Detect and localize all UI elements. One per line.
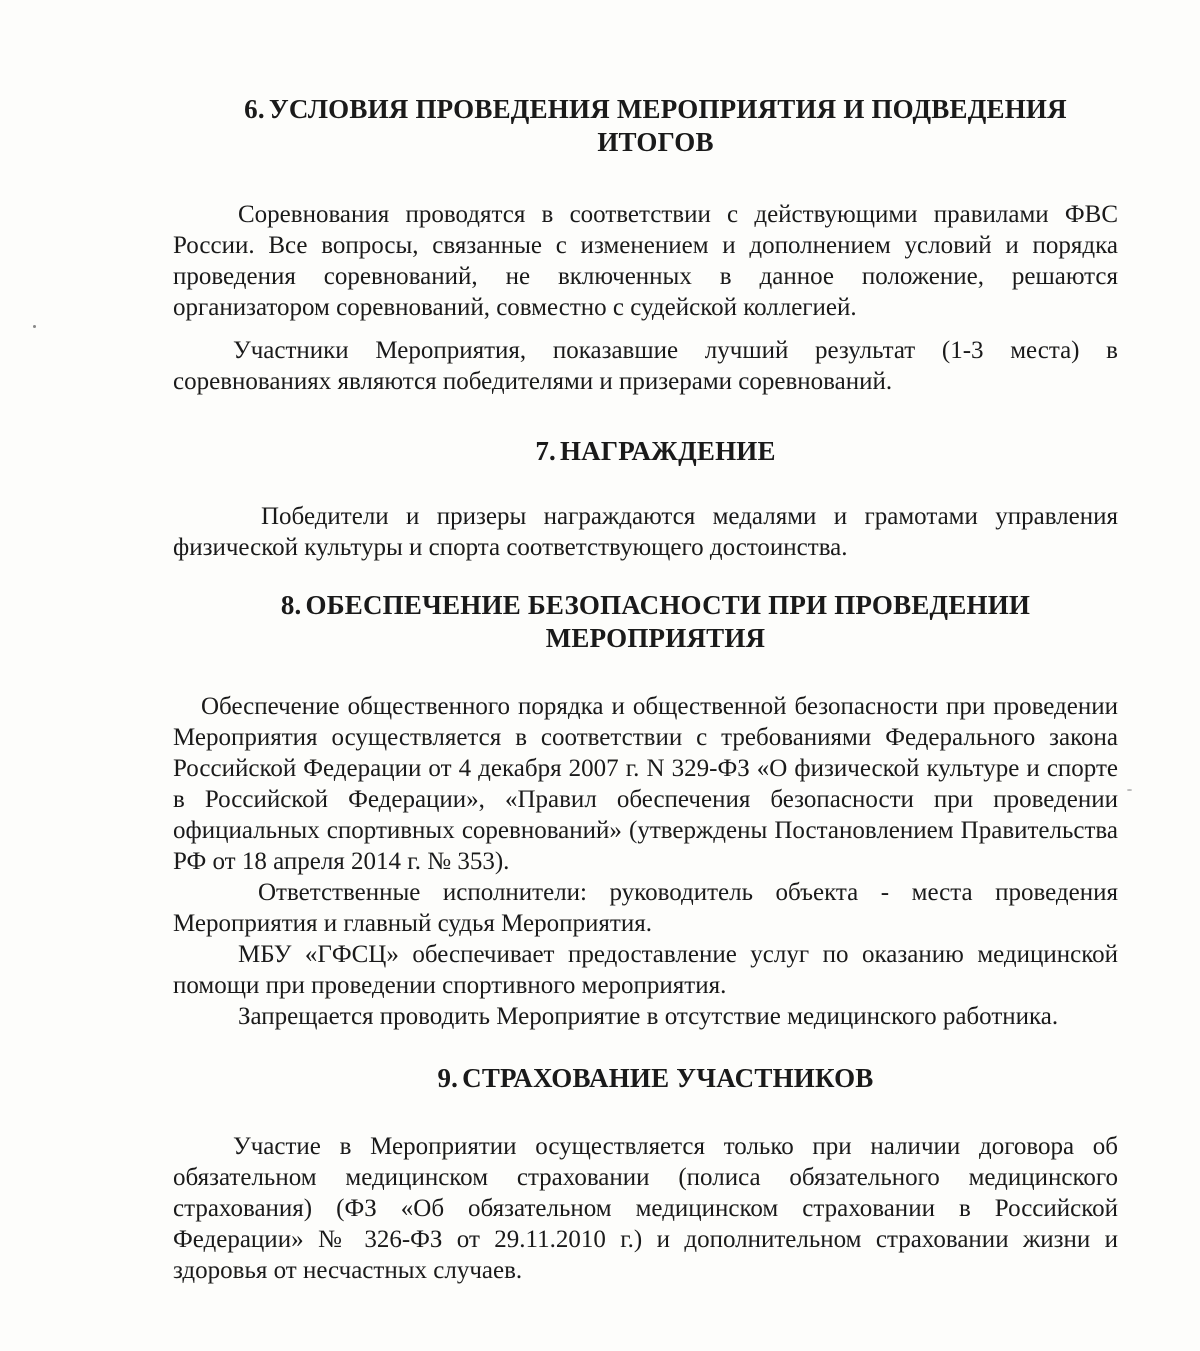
section-8-paragraph-3: МБУ «ГФСЦ» обеспечивает предоставление услуг по оказанию медицинской помощи при проведении спортивного мероприятия. [173, 941, 1118, 999]
section-8-paragraph-1: Обеспечение общественного порядка и общественной безопасности при проведении Мероприятия осуществляется в соответствии с требованиями Федерального закона Российской Федерации от 4 декабря 2007 г. N 329-ФЗ «О физической культуре и спорте в Российской Федерации», «Правил обеспечения безопасности при проведении официальных спортивных соревнований» (утверждены Постановлением Правительства РФ от 18 апреля 2014 г. № 353). [173, 693, 1118, 875]
section-7-paragraph-1: Победители и призеры награждаются медалями и грамотами управления физической культуры и спорта соответствующего достоинства. [173, 503, 1118, 561]
section-7-title [173, 435, 1118, 468]
section-9-title [173, 1062, 1118, 1095]
section-8-number: 8. [280, 590, 302, 620]
section-6-title-line2: ИТОГОВ [597, 127, 714, 157]
section-9-title-line1: СТРАХОВАНИЕ УЧАСТНИКОВ [462, 1063, 874, 1093]
scan-speck [1127, 789, 1132, 791]
section-6-paragraph-1: Соревнования проводятся в соответствии с действующими правилами ФВС России. Все вопросы, связанные с изменением и дополнением условий и порядка проведения соревнований, не включенных в данное положение, решаются организатором соревнований, совместно с судейской коллегией. [173, 201, 1118, 321]
section-9-number: 9. [437, 1063, 459, 1093]
section-8-title-line2: МЕРОПРИЯТИЯ [545, 623, 766, 653]
section-7-title-line1: НАГРАЖДЕНИЕ [559, 436, 776, 466]
scan-speck [33, 325, 36, 328]
section-7-number: 7. [535, 436, 556, 466]
section-6-title [173, 93, 1118, 159]
section-9-paragraph-1: Участие в Мероприятии осуществляется только при наличии договора об обязательном медицинском страховании (полиса обязательного медицинского страхования) (ФЗ «Об обязательном медицинском страховании в Российской Федерации» № 326-ФЗ от 29.11.2010 г.) и дополнительном страховании жизни и здоровья от несчастных случаев. [173, 1133, 1118, 1284]
section-8-title-line1: ОБЕСПЕЧЕНИЕ БЕЗОПАСНОСТИ ПРИ ПРОВЕДЕНИИ [305, 590, 1031, 620]
section-6-number: 6. [244, 94, 265, 124]
section-6-paragraph-2: Участники Мероприятия, показавшие лучший результат (1-3 места) в соревнованиях являются победителями и призерами соревнований. [173, 337, 1118, 395]
section-8-title [173, 589, 1118, 655]
section-8-paragraph-4: Запрещается проводить Мероприятие в отсутствие медицинского работника. [238, 1003, 1059, 1030]
section-8-paragraph-2: Ответственные исполнители: руководитель объекта - места проведения Мероприятия и главный судья Мероприятия. [173, 879, 1118, 937]
section-6-title-line1: УСЛОВИЯ ПРОВЕДЕНИЯ МЕРОПРИЯТИЯ И ПОДВЕДЕНИЯ [268, 94, 1067, 124]
